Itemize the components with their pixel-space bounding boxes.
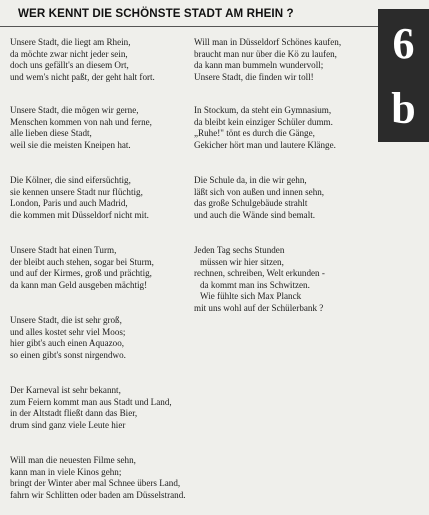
poem-line: In Stockum, da steht ein Gymnasium, bbox=[194, 105, 332, 115]
poem-line: und auch die Wände sind bemalt. bbox=[194, 209, 316, 220]
poem-line: Der Karneval ist sehr bekannt, bbox=[10, 385, 121, 395]
poem-line: „Ruhe!" tönt es durch die Gänge, bbox=[194, 128, 315, 138]
poem-line: braucht man nur über die Kö zu laufen, bbox=[194, 48, 337, 59]
poem-line: da kann man Geld ausgeben mächtig! bbox=[10, 279, 148, 290]
poem-line: und alles kostet sehr viel Moos; bbox=[10, 326, 126, 337]
right-stanza bbox=[194, 175, 378, 221]
page-title: WER KENNT DIE SCHÖNSTE STADT AM RHEIN ? bbox=[18, 7, 294, 20]
poem-line: und wem's nicht paßt, der geht halt fort. bbox=[10, 71, 155, 82]
poem-line: Unsere Stadt hat einen Turm, bbox=[10, 245, 117, 255]
poem-line: in der Altstadt fließt dann das Bier, bbox=[10, 408, 138, 418]
poem-line: Jeden Tag sechs Stunden bbox=[194, 245, 285, 255]
poem-line: Unsere Stadt, die mögen wir gerne, bbox=[10, 105, 139, 115]
left-stanza bbox=[10, 175, 188, 221]
right-stanza bbox=[194, 105, 378, 151]
poem-line: Unsere Stadt, die finden wir toll! bbox=[194, 71, 314, 82]
poem-line: da möchte zwar nicht jeder sein, bbox=[10, 48, 128, 59]
poem-line: mit uns wohl auf der Schülerbank ? bbox=[194, 302, 324, 313]
left-stanza bbox=[10, 455, 188, 501]
poem-line: alle lieben diese Stadt, bbox=[10, 128, 92, 138]
poem-line: Will man die neuesten Filme sehn, bbox=[10, 455, 136, 465]
poem-line: bringt der Winter aber mal Schnee übers Land, bbox=[10, 478, 181, 488]
grade-badge bbox=[378, 9, 429, 142]
right-stanza bbox=[194, 37, 378, 83]
poem-line: weil sie die meisten Kneipen hat. bbox=[10, 139, 131, 150]
poem-line: so einen gibt's sonst nirgendwo. bbox=[10, 349, 126, 360]
poem-line: Die Kölner, die sind eifersüchtig, bbox=[10, 175, 131, 185]
right-stanza bbox=[194, 245, 378, 314]
poem-line: da bleibt kein einziger Schüler dumm. bbox=[194, 116, 333, 127]
poem-line: drum sind ganz viele Leute hier bbox=[10, 419, 126, 430]
poem-line: das große Schulgebäude strahlt bbox=[194, 198, 308, 208]
poem-line: Unsere Stadt, die ist sehr groß, bbox=[10, 315, 122, 325]
poem-line: rechnen, schreiben, Welt erkunden - bbox=[194, 268, 325, 278]
poem-line: London, Paris und auch Madrid, bbox=[10, 198, 128, 208]
poem-line: Menschen kommen von nah und ferne, bbox=[10, 116, 152, 127]
left-stanza bbox=[10, 385, 188, 431]
poem-line: da kommt man ins Schwitzen. bbox=[200, 279, 310, 290]
poem-line: fahrn wir Schlitten oder baden am Düsselstrand. bbox=[10, 489, 186, 500]
title-divider bbox=[0, 26, 378, 27]
left-stanza bbox=[10, 315, 188, 361]
poem-line: da kann man bummeln wundervoll; bbox=[194, 60, 324, 70]
poem-line: zum Feiern kommt man aus Stadt und Land, bbox=[10, 396, 172, 407]
left-stanza bbox=[10, 105, 188, 151]
poem-line: Gekicher hört man und lautere Klänge. bbox=[194, 139, 336, 150]
poem-line: hier gibt's auch einen Aquazoo, bbox=[10, 338, 125, 348]
poem-line: sie kennen unsere Stadt nur flüchtig, bbox=[10, 186, 143, 197]
poem-line: Will man in Düsseldorf Schönes kaufen, bbox=[194, 37, 342, 47]
left-stanza bbox=[10, 245, 188, 291]
poem-line: läßt sich von außen und innen sehn, bbox=[194, 186, 325, 197]
poem-line: doch uns gefällt's an diesem Ort, bbox=[10, 60, 129, 70]
poem-line: die kommen mit Düsseldorf nicht mit. bbox=[10, 209, 149, 220]
left-stanza bbox=[10, 37, 188, 83]
poem-line: kann man in viele Kinos gehn; bbox=[10, 466, 122, 477]
badge-letter: b bbox=[391, 84, 416, 133]
poem-line: der bleibt auch stehen, sogar bei Sturm, bbox=[10, 256, 154, 267]
poem-line: müssen wir hier sitzen, bbox=[200, 256, 284, 267]
poem-line: und auf der Kirmes, groß und prächtig, bbox=[10, 268, 152, 278]
badge-number: 6 bbox=[392, 19, 415, 68]
poem-line: Unsere Stadt, die liegt am Rhein, bbox=[10, 37, 131, 47]
poem-line: Die Schule da, in die wir gehn, bbox=[194, 175, 307, 185]
poem-line: Wie fühlte sich Max Planck bbox=[200, 291, 302, 301]
